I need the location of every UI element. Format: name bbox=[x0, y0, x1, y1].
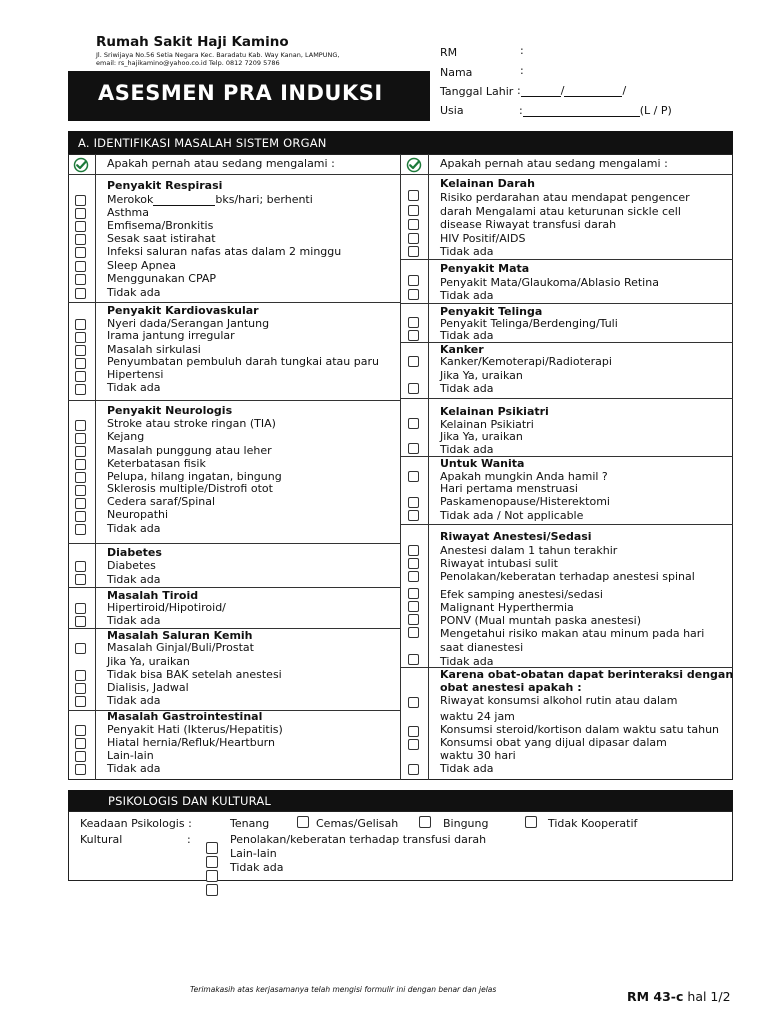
checkbox[interactable] bbox=[408, 764, 419, 775]
checkbox[interactable] bbox=[75, 446, 86, 457]
usia-field[interactable] bbox=[519, 104, 672, 117]
checkbox[interactable] bbox=[75, 195, 86, 206]
hospital-address bbox=[96, 51, 386, 67]
section-a-bar bbox=[68, 131, 733, 155]
list-item: Tidak ada bbox=[440, 329, 494, 342]
rm-label: RM bbox=[440, 46, 458, 59]
list-item: Sklerosis multiple/Distrofi otot bbox=[107, 482, 273, 495]
checkbox[interactable] bbox=[408, 471, 419, 482]
list-item: Apakah mungkin Anda hamil ? bbox=[440, 470, 608, 483]
right-group-separator bbox=[400, 259, 733, 260]
group-title-gastrointestinal: Masalah Gastrointestinal bbox=[107, 710, 263, 723]
checkbox[interactable] bbox=[408, 190, 419, 201]
checkbox[interactable] bbox=[75, 485, 86, 496]
form-title-band bbox=[68, 70, 430, 121]
list-item: Tidak ada bbox=[107, 614, 161, 627]
checkbox-tidak-kooperatif[interactable] bbox=[525, 816, 537, 828]
list-item: Hari pertama menstruasi bbox=[440, 482, 578, 495]
checkbox[interactable] bbox=[408, 443, 419, 454]
checkbox[interactable] bbox=[75, 208, 86, 219]
list-item: Infeksi saluran nafas atas dalam 2 minggu bbox=[107, 245, 342, 258]
checkbox[interactable] bbox=[75, 683, 86, 694]
option-bingung: Bingung bbox=[443, 817, 489, 830]
checkbox[interactable] bbox=[408, 739, 419, 750]
list-item: Konsumsi steroid/kortison dalam waktu satu tahun bbox=[440, 723, 720, 736]
option-tidak-kooperatif: Tidak Kooperatif bbox=[548, 817, 638, 830]
merokok-blank[interactable] bbox=[153, 195, 215, 206]
list-item: Hipertiroid/Hipotiroid/ bbox=[107, 601, 226, 614]
list-item: darah Mengalami atau keturunan sickle cell bbox=[440, 205, 681, 218]
checkbox[interactable] bbox=[408, 275, 419, 286]
list-item: Dialisis, Jadwal bbox=[107, 681, 189, 694]
group-title-diabetes: Diabetes bbox=[107, 546, 162, 559]
tanggal-lahir-label: Tanggal Lahir bbox=[440, 85, 514, 98]
group-title-neurologis: Penyakit Neurologis bbox=[107, 404, 233, 417]
checkbox[interactable] bbox=[408, 205, 419, 216]
checkbox[interactable] bbox=[75, 358, 86, 369]
list-item: disease Riwayat transfusi darah bbox=[440, 218, 617, 231]
list-item: Tidak ada bbox=[440, 289, 494, 302]
usia-colon: : bbox=[519, 104, 523, 117]
checkbox[interactable] bbox=[75, 384, 86, 395]
left-checkbox-col-divider bbox=[95, 154, 96, 780]
checkbox[interactable] bbox=[75, 616, 86, 627]
list-item: Tidak ada bbox=[440, 245, 494, 258]
checkbox[interactable] bbox=[408, 726, 419, 737]
list-item: waktu 30 hari bbox=[440, 749, 516, 762]
month-blank[interactable] bbox=[564, 86, 622, 97]
group-title-saluran-kemih: Masalah Saluran Kemih bbox=[107, 629, 253, 642]
list-item: Tidak ada bbox=[107, 522, 161, 535]
form-code bbox=[627, 989, 731, 1004]
checkmark-circle-icon bbox=[73, 157, 89, 173]
group-title-kelainan-darah: Kelainan Darah bbox=[440, 177, 535, 190]
checkbox[interactable] bbox=[75, 247, 86, 258]
checkbox[interactable] bbox=[75, 751, 86, 762]
kultural-label: Kultural bbox=[80, 833, 123, 846]
list-item: Emfisema/Bronkitis bbox=[107, 219, 214, 232]
section-b-title: PSIKOLOGIS DAN KULTURAL bbox=[108, 794, 271, 808]
day-blank[interactable] bbox=[521, 86, 561, 97]
checkbox[interactable] bbox=[75, 420, 86, 431]
checkbox[interactable] bbox=[75, 433, 86, 444]
option-tenang: Tenang bbox=[230, 817, 270, 830]
list-item: Tidak ada bbox=[440, 655, 494, 668]
checkbox[interactable] bbox=[408, 219, 419, 230]
list-item: Mengetahui risiko makan atau minum pada hari bbox=[440, 627, 705, 640]
checkbox[interactable] bbox=[408, 246, 419, 257]
list-item: Pelupa, hilang ingatan, bingung bbox=[107, 470, 282, 483]
checkbox[interactable] bbox=[75, 221, 86, 232]
list-item: Tidak ada bbox=[107, 286, 161, 299]
checkbox[interactable] bbox=[408, 383, 419, 394]
group-title-psikiatri: Kelainan Psikiatri bbox=[440, 405, 549, 418]
checkbox[interactable] bbox=[206, 870, 218, 882]
group-title-kanker: Kanker bbox=[440, 343, 484, 356]
checkbox[interactable] bbox=[75, 725, 86, 736]
list-item: Kejang bbox=[107, 430, 145, 443]
list-item: Penyumbatan pembuluh darah tungkai atau paru bbox=[107, 355, 379, 368]
checkbox[interactable] bbox=[75, 511, 86, 522]
list-item: Menggunakan CPAP bbox=[107, 272, 217, 285]
right-question: Apakah pernah atau sedang mengalami : bbox=[440, 157, 668, 170]
right-group-separator bbox=[400, 524, 733, 525]
section-a-title: A. IDENTIFIKASI MASALAH SISTEM ORGAN bbox=[78, 136, 327, 150]
footer-note: Terimakasih atas kerjasamanya telah mengisi formulir ini dengan benar dan jelas bbox=[190, 985, 497, 994]
kultural-colon: : bbox=[187, 833, 191, 846]
checkbox[interactable] bbox=[75, 274, 86, 285]
kultural-option: Lain-lain bbox=[230, 847, 277, 860]
section-b-bar bbox=[68, 790, 733, 812]
checkbox[interactable] bbox=[408, 330, 419, 341]
list-item: PONV (Mual muntah paska anestesi) bbox=[440, 614, 642, 627]
checkbox[interactable] bbox=[75, 561, 86, 572]
list-item: Penyakit Mata/Glaukoma/Ablasio Retina bbox=[440, 276, 659, 289]
checkbox[interactable] bbox=[75, 574, 86, 585]
list-item: Sesak saat istirahat bbox=[107, 232, 216, 245]
usia-blank[interactable] bbox=[523, 106, 640, 117]
list-item: Nyeri dada/Serangan Jantung bbox=[107, 317, 270, 330]
left-group-separator bbox=[68, 543, 400, 544]
list-item: Tidak ada bbox=[107, 762, 161, 775]
checkbox[interactable] bbox=[206, 856, 218, 868]
list-item: Efek samping anestesi/sedasi bbox=[440, 588, 603, 601]
right-group-separator bbox=[400, 303, 733, 304]
group-title-wanita: Untuk Wanita bbox=[440, 457, 525, 470]
tanggal-colon: : bbox=[517, 84, 521, 97]
list-item: Tidak ada bbox=[107, 381, 161, 394]
left-group-separator bbox=[68, 587, 400, 588]
checkbox[interactable] bbox=[75, 319, 86, 330]
address-line-2: email: rs_hajikamino@yahoo.co.id Telp. 0812 7209 5786 bbox=[96, 59, 280, 67]
list-item: Irama jantung irregular bbox=[107, 329, 235, 342]
list-item: saat dianestesi bbox=[440, 641, 524, 654]
checkbox[interactable] bbox=[408, 418, 419, 429]
list-item: Konsumsi obat yang dijual dipasar dalam bbox=[440, 736, 667, 749]
checkbox[interactable] bbox=[408, 588, 419, 599]
checkbox[interactable] bbox=[75, 345, 86, 356]
page-number: hal 1/2 bbox=[687, 989, 731, 1004]
list-item: Lain-lain bbox=[107, 749, 154, 762]
list-item: Hipertensi bbox=[107, 368, 164, 381]
checkbox[interactable] bbox=[408, 571, 419, 582]
group-title-tiroid: Masalah Tiroid bbox=[107, 589, 199, 602]
form-title: ASESMEN PRA INDUKSI bbox=[98, 81, 383, 105]
group-title-obat: Karena obat-obatan dapat berinteraksi dengan bbox=[440, 668, 734, 681]
checkbox[interactable] bbox=[75, 459, 86, 470]
list-item: Cedera saraf/Spinal bbox=[107, 495, 216, 508]
rm-colon: : bbox=[520, 44, 524, 57]
checkbox[interactable] bbox=[408, 356, 419, 367]
list-item: Tidak ada bbox=[107, 694, 161, 707]
list-item: Kanker/Kemoterapi/Radioterapi bbox=[440, 355, 612, 368]
group-title-mata: Penyakit Mata bbox=[440, 262, 530, 275]
list-item: Tidak bisa BAK setelah anestesi bbox=[107, 668, 282, 681]
checkbox[interactable] bbox=[408, 558, 419, 569]
checkbox[interactable] bbox=[75, 332, 86, 343]
nama-label: Nama bbox=[440, 66, 473, 79]
hospital-name: Rumah Sakit Haji Kamino bbox=[96, 34, 289, 50]
date-sep-2: / bbox=[622, 84, 627, 97]
option-cemas: Cemas/Gelisah bbox=[316, 817, 399, 830]
list-item: Asthma bbox=[107, 206, 149, 219]
item-merokok bbox=[107, 193, 313, 206]
list-item: Stroke atau stroke ringan (TIA) bbox=[107, 417, 276, 430]
checkbox[interactable] bbox=[75, 670, 86, 681]
checkbox[interactable] bbox=[75, 498, 86, 509]
checkmark-circle-icon bbox=[406, 157, 422, 173]
list-item: HIV Positif/AIDS bbox=[440, 232, 526, 245]
sex-options: (L / P) bbox=[639, 104, 672, 117]
list-item: Tidak ada bbox=[440, 382, 494, 395]
list-item: Keterbatasan fisik bbox=[107, 457, 206, 470]
checkbox[interactable] bbox=[408, 614, 419, 625]
checkbox[interactable] bbox=[75, 524, 86, 535]
right-group-separator bbox=[400, 398, 733, 399]
list-item: Jika Ya, uraikan bbox=[440, 430, 523, 443]
list-item: Risiko perdarahan atau mendapat pengencer bbox=[440, 191, 690, 204]
checkbox[interactable] bbox=[75, 261, 86, 272]
center-divider bbox=[400, 154, 401, 780]
list-item: Sleep Apnea bbox=[107, 259, 177, 272]
checkbox[interactable] bbox=[75, 234, 86, 245]
list-item: Penyakit Telinga/Berdenging/Tuli bbox=[440, 317, 618, 330]
form-code-id: RM 43-c bbox=[627, 989, 684, 1004]
kultural-option: Tidak ada bbox=[230, 861, 284, 874]
checkbox[interactable] bbox=[408, 510, 419, 521]
checkbox-bingung[interactable] bbox=[419, 816, 431, 828]
address-line-1: Jl. Sriwijaya No.56 Setia Negara Kec. Baradatu Kab. Way Kanan, LAMPUNG, bbox=[96, 51, 340, 59]
list-item: Hiatal hernia/Refluk/Heartburn bbox=[107, 736, 275, 749]
checkbox[interactable] bbox=[75, 696, 86, 707]
checkbox[interactable] bbox=[408, 654, 419, 665]
group-title-respirasi: Penyakit Respirasi bbox=[107, 179, 223, 192]
checkbox[interactable] bbox=[75, 288, 86, 299]
checkbox[interactable] bbox=[206, 842, 218, 854]
checkbox[interactable] bbox=[408, 233, 419, 244]
checkbox[interactable] bbox=[75, 643, 86, 654]
left-question: Apakah pernah atau sedang mengalami : bbox=[107, 157, 335, 170]
list-item: Masalah punggung atau leher bbox=[107, 444, 272, 457]
list-item: Anestesi dalam 1 tahun terakhir bbox=[440, 544, 618, 557]
checkbox[interactable] bbox=[75, 472, 86, 483]
usia-label: Usia bbox=[440, 104, 464, 117]
list-item: Diabetes bbox=[107, 559, 156, 572]
checkbox[interactable] bbox=[408, 317, 419, 328]
list-item: Riwayat intubasi sulit bbox=[440, 557, 558, 570]
psikologis-label: Keadaan Psikologis : bbox=[80, 817, 192, 830]
list-item: Neuropathi bbox=[107, 508, 169, 521]
group-title-anestesi: Riwayat Anestesi/Sedasi bbox=[440, 530, 592, 543]
list-item: Jika Ya, uraikan bbox=[440, 369, 523, 382]
list-item: Masalah sirkulasi bbox=[107, 343, 201, 356]
list-item: Malignant Hyperthermia bbox=[440, 601, 574, 614]
checkbox[interactable] bbox=[408, 601, 419, 612]
list-item: Paskamenopause/Histerektomi bbox=[440, 495, 610, 508]
checkbox-cemas[interactable] bbox=[297, 816, 309, 828]
checkbox[interactable] bbox=[408, 497, 419, 508]
group-title-telinga: Penyakit Telinga bbox=[440, 305, 543, 318]
right-checkbox-col-divider bbox=[428, 154, 429, 780]
checkbox[interactable] bbox=[75, 738, 86, 749]
list-item: Tidak ada bbox=[440, 762, 494, 775]
list-item: waktu 24 jam bbox=[440, 710, 515, 723]
list-item: Tidak ada / Not applicable bbox=[440, 509, 584, 522]
list-item: Jika Ya, uraikan bbox=[107, 655, 190, 668]
checkbox[interactable] bbox=[75, 371, 86, 382]
nama-colon: : bbox=[520, 64, 524, 77]
left-group-separator bbox=[68, 302, 400, 303]
group-title-obat-2: obat anestesi apakah : bbox=[440, 681, 582, 694]
checkbox[interactable] bbox=[408, 697, 419, 708]
list-item: Tidak ada bbox=[440, 443, 494, 456]
list-item: Tidak ada bbox=[107, 573, 161, 586]
checkbox[interactable] bbox=[206, 884, 218, 896]
group-title-kardiovaskular: Penyakit Kardiovaskular bbox=[107, 304, 259, 317]
list-item: Penolakan/keberatan terhadap anestesi spinal bbox=[440, 570, 695, 583]
list-item: Kelainan Psikiatri bbox=[440, 418, 534, 431]
kultural-option: Penolakan/keberatan terhadap transfusi darah bbox=[230, 833, 487, 846]
checkbox[interactable] bbox=[75, 764, 86, 775]
list-item: Riwayat konsumsi alkohol rutin atau dalam bbox=[440, 694, 678, 707]
checkbox[interactable] bbox=[408, 627, 419, 638]
checkbox[interactable] bbox=[75, 603, 86, 614]
checkbox[interactable] bbox=[408, 289, 419, 300]
merokok-label: Merokok bbox=[107, 193, 154, 206]
tanggal-lahir-field[interactable] bbox=[517, 84, 626, 97]
question-row-line bbox=[68, 174, 733, 175]
merokok-suffix: bks/hari; berhenti bbox=[215, 193, 313, 206]
date-sep-1: / bbox=[560, 84, 565, 97]
list-item: Penyakit Hati (Ikterus/Hepatitis) bbox=[107, 723, 283, 736]
checkbox[interactable] bbox=[408, 545, 419, 556]
left-group-separator bbox=[68, 400, 400, 401]
list-item: Masalah Ginjal/Buli/Prostat bbox=[107, 641, 254, 654]
